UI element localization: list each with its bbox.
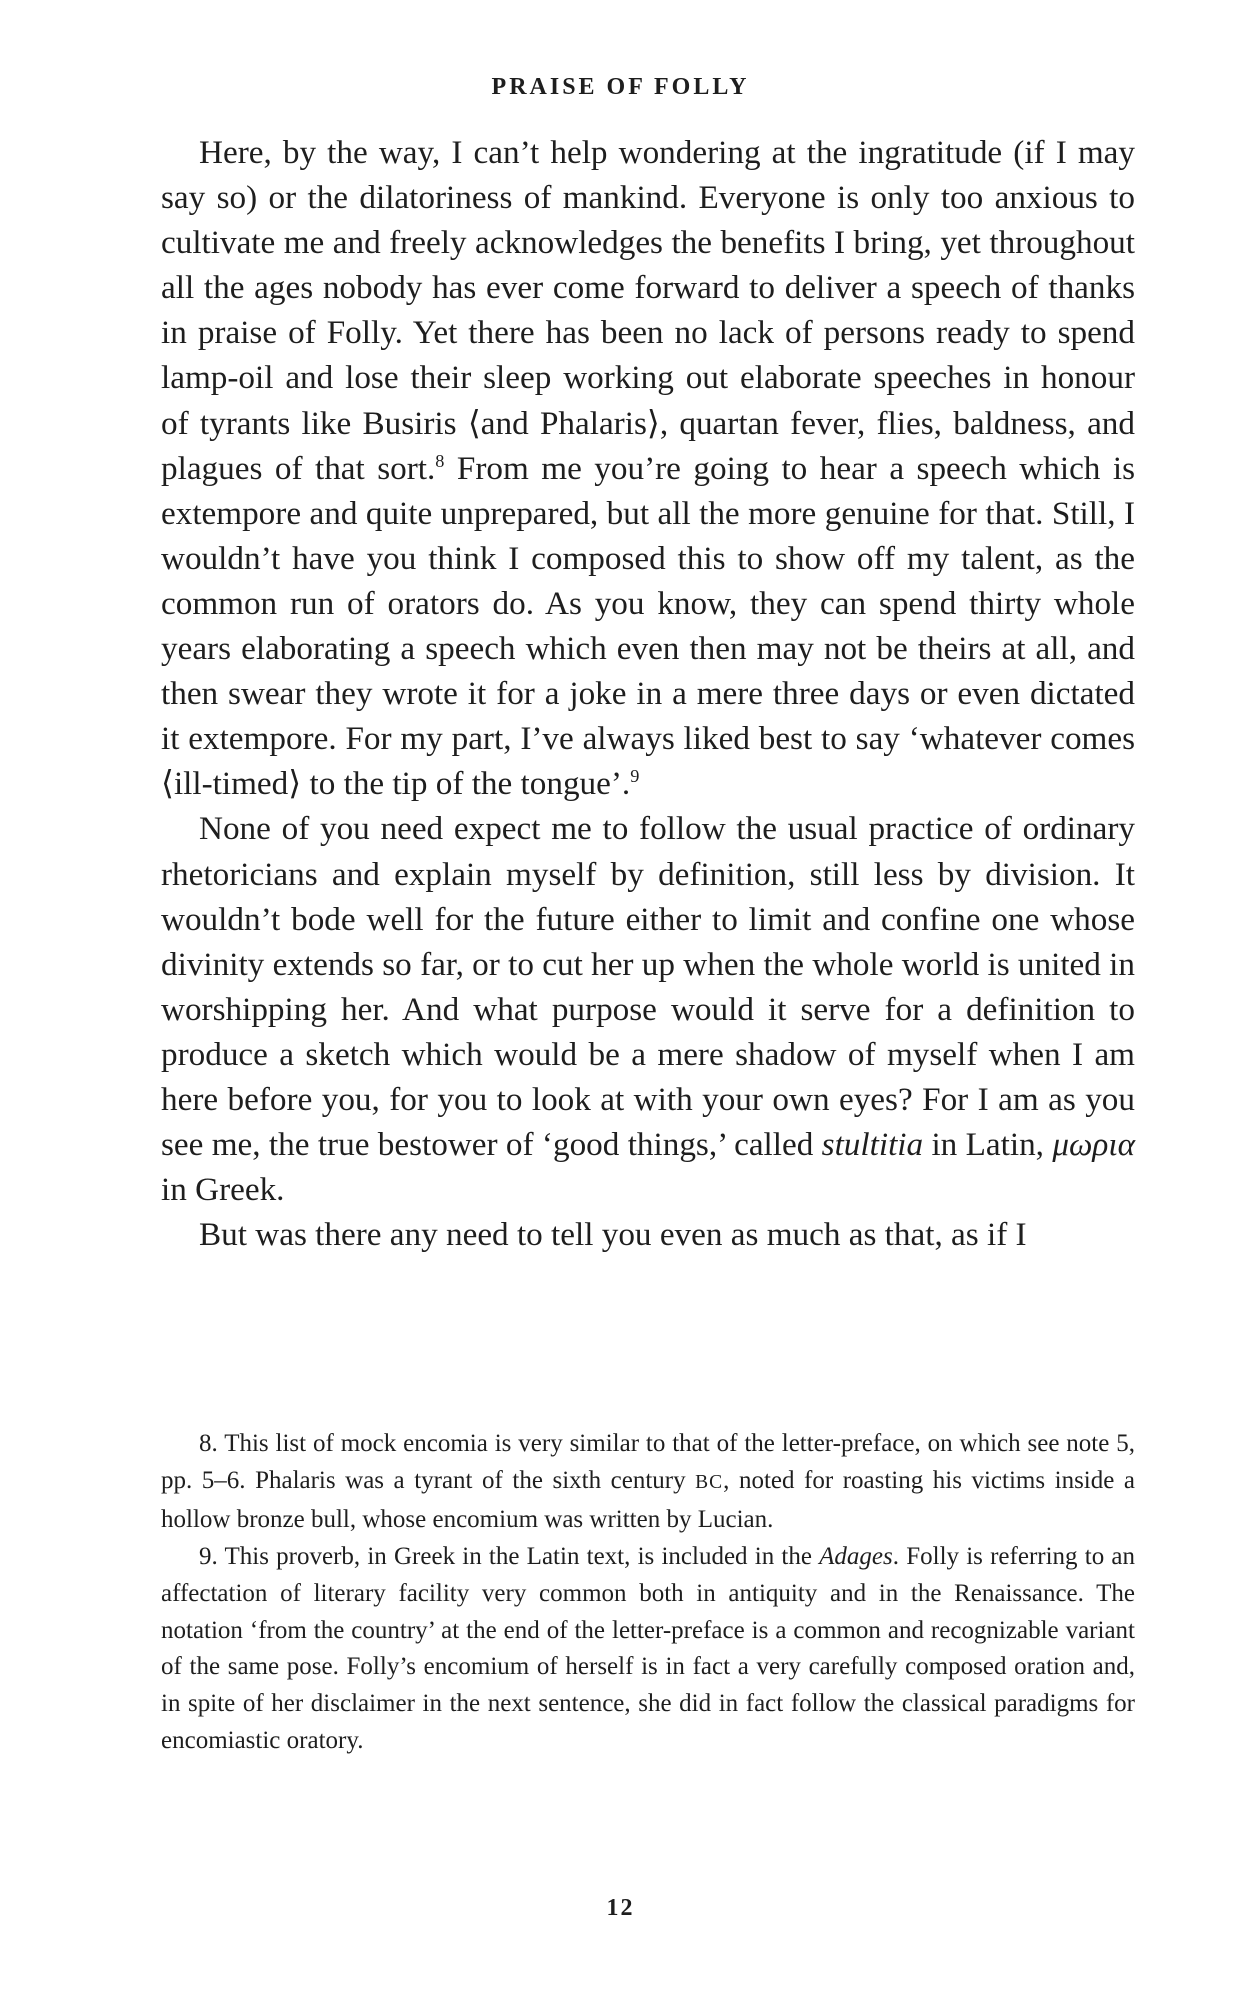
greek-term: μωρια	[1052, 1126, 1135, 1164]
paragraph-1-text-a: Here, by the way, I can’t help wondering at the ingratitude (if I may say so) or the dilatoriness of mankind. Everyone is only too anxious to cultivate me and freely acknowledges the benefits I bring, yet throughout all the ages nobody has ever come forward to deliver a speech of thanks in praise of Folly. Yet there has been no lack of persons ready to spend lamp-oil and lose their sleep working out elaborate speeches in honour of tyrants like Busiris ⟨and Phalaris⟩, quartan fever, flies, baldness, and plagues of that sort.	[161, 134, 1135, 487]
paragraph-2-text-c: in Greek.	[161, 1171, 285, 1209]
latin-term: stultitia	[821, 1126, 924, 1164]
footnote-ref-9: 9	[630, 766, 640, 787]
page-number: 12	[606, 1895, 635, 1921]
paragraph-2	[161, 806, 1135, 1212]
main-text	[161, 130, 1135, 1257]
footnote-9	[161, 1539, 1135, 1760]
paragraph-3: But was there any need to tell you even as much as that, as if I	[199, 1216, 1027, 1254]
paragraph-2-text-b: in Latin,	[923, 1126, 1053, 1164]
footnote-8-text-a: 8. This list of mock encomia is very similar to that of the letter-preface, on which see note 5, pp. 5–6. Phalaris was a tyrant of the sixth century	[161, 1430, 1135, 1494]
footnote-ref-8: 8	[435, 450, 445, 471]
footnote-8-text-b: , noted for roasting his victims inside a hollow bronze bull, whose encomium was written by Lucian.	[161, 1466, 1135, 1533]
paragraph-1-text-b: From me you’re going to hear a speech which is extempore and quite unprepared, but all the more genuine for that. Still, I wouldn’t have you think I composed this to show off my talent, as the common run of orators do. As you know, they can spend thirty whole years elaborating a speech which even then may not be theirs at all, and then swear they wrote it for a joke in a mere three days or even dictated it extempore. For my part, I’ve always liked best to say ‘whatever comes ⟨ill-timed⟩ to the tip of the tongue’.	[161, 449, 1136, 803]
footnote-8	[161, 1426, 1135, 1539]
footnote-8-era: BC	[695, 1471, 724, 1493]
running-head: PRAISE OF FOLLY	[491, 74, 750, 100]
footnote-9-title: Adages	[819, 1542, 893, 1570]
paragraph-2-text-a: None of you need expect me to follow the usual practice of ordinary rhetoricians and explain myself by definition, still less by division. It wouldn’t bode well for the future either to limit and confine one whose divinity extends so far, or to cut her up when the whole world is united in worshipping her. And what purpose would it serve for a definition to produce a sketch which would be a mere shadow of myself when I am here before you, for you to look at with your own eyes? For I am as you see me, the true bestower of ‘good things,’ called	[161, 810, 1135, 1164]
footnote-9-text-a: 9. This proverb, in Greek in the Latin text, is included in the	[199, 1542, 820, 1570]
paragraph-1	[161, 130, 1135, 806]
footnotes	[161, 1426, 1135, 1760]
footnote-9-text-b: . Folly is referring to an affectation of literary facility very common both in antiquity and in the Renaissance. The notation ‘from the country’ at the end of the letter-preface is a common and recognizable variant of the same pose. Folly’s encomium of herself is in fact a very carefully composed oration and, in spite of her disclaimer in the next sentence, she did in fact follow the classical paradigms for encomiastic oratory.	[161, 1542, 1135, 1755]
